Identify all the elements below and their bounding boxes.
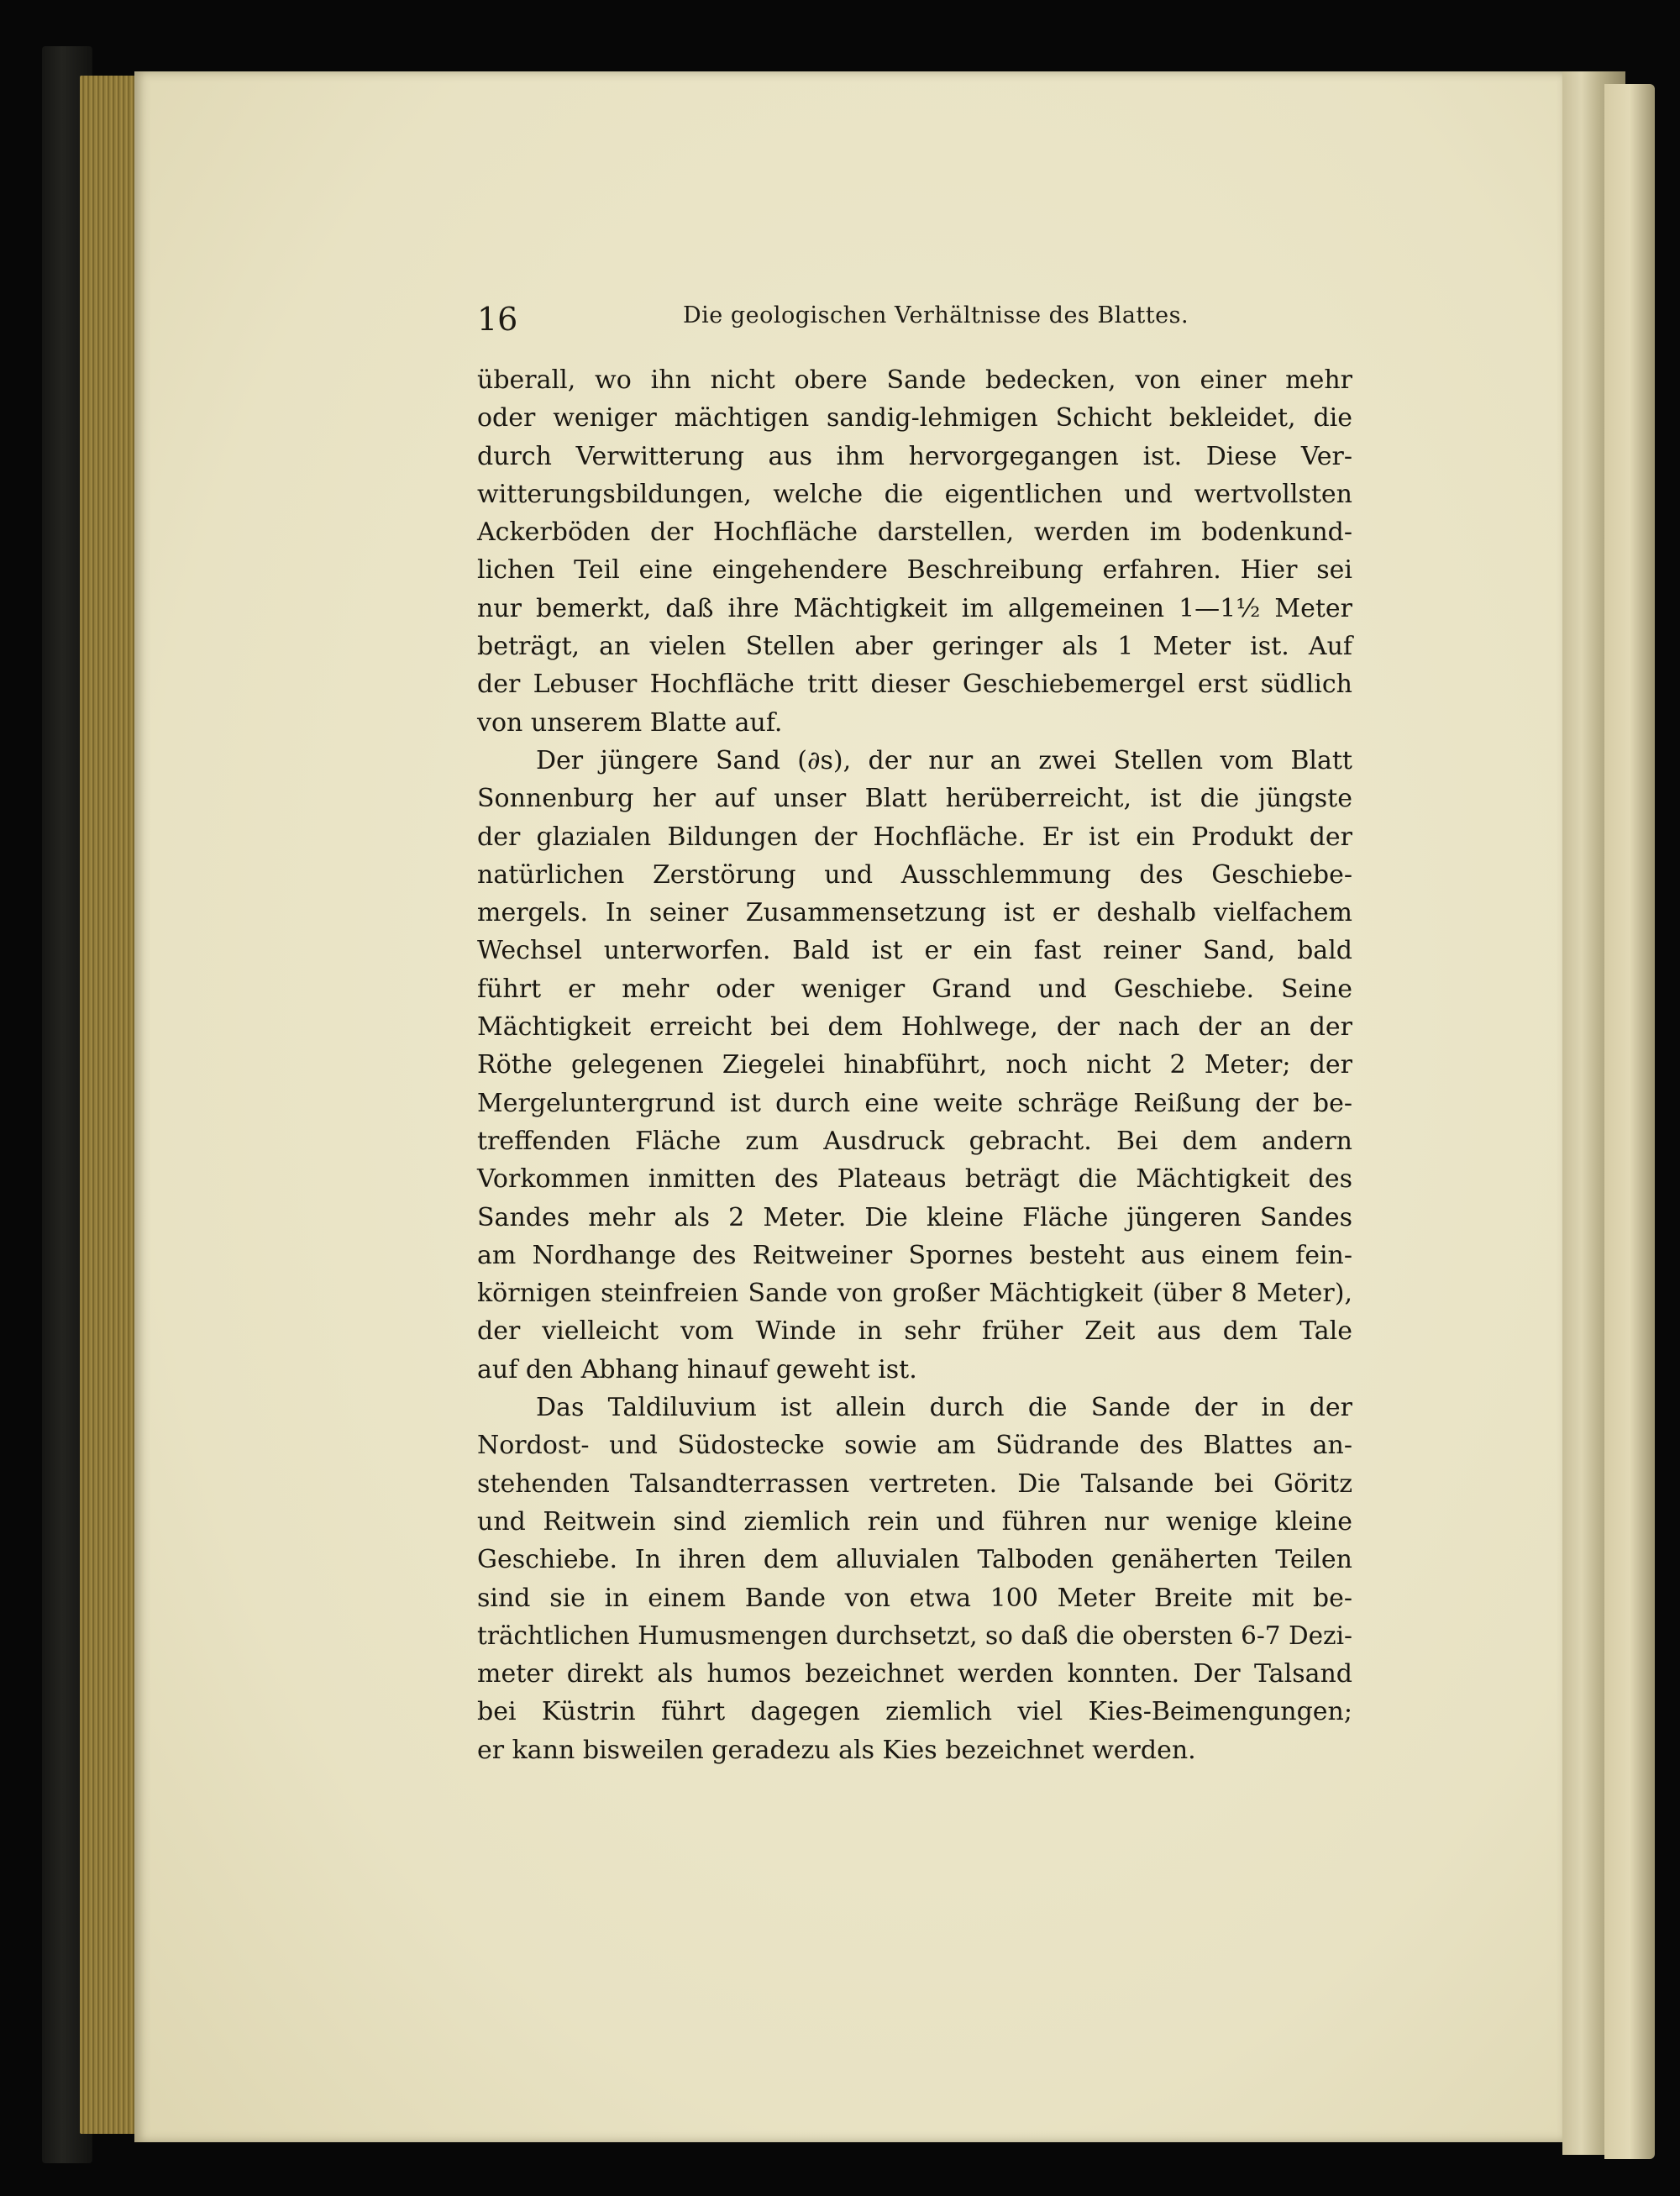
text-line: bei Küstrin führt dagegen ziemlich viel Kies-Beimengungen; <box>477 1697 1352 1727</box>
running-head <box>477 292 1352 343</box>
text-line: Mergeluntergrund ist durch eine weite schräge Reißung der be- <box>477 1088 1352 1118</box>
text-line: Geschiebe. In ihren dem alluvialen Talboden genäherten Teilen <box>477 1545 1352 1575</box>
text-line: Wechsel unterworfen. Bald ist er ein fast reiner Sand, bald <box>477 936 1352 966</box>
text-line: mergels. In seiner Zusammensetzung ist er deshalb vielfachem <box>477 898 1352 928</box>
text-line: Ackerböden der Hochfläche darstellen, werden im bodenkund- <box>477 517 1352 548</box>
text-line: durch Verwitterung aus ihm hervorgegangen ist. Diese Ver- <box>477 441 1352 471</box>
text-line: natürlichen Zerstörung und Ausschlemmung des Geschiebe- <box>477 859 1352 890</box>
page-number: 16 <box>477 301 518 338</box>
text-line: am Nordhange des Reitweiner Spornes besteht aus einem fein- <box>477 1240 1352 1270</box>
text-line: oder weniger mächtigen sandig-lehmigen Schicht bekleidet, die <box>477 403 1352 433</box>
text-line: Sandes mehr als 2 Meter. Die kleine Fläche jüngeren Sandes <box>477 1202 1352 1232</box>
text-line: witterungsbildungen, welche die eigentlichen und wertvollsten <box>477 479 1352 509</box>
text-line: Der jüngere Sand (∂s), der nur an zwei Stellen vom Blatt <box>536 745 1352 775</box>
text-line: beträgt, an vielen Stellen aber geringer als 1 Meter ist. Auf <box>477 632 1352 662</box>
paragraph-3 <box>477 1389 1352 1769</box>
running-title: Die geologischen Verhältnisse des Blattes. <box>683 302 1189 328</box>
text-line: und Reitwein sind ziemlich rein und führen nur wenige kleine <box>477 1506 1352 1537</box>
text-line: Sonnenburg her auf unser Blatt herüberreicht, ist die jüngste <box>477 784 1352 814</box>
text-line: Röthe gelegenen Ziegelei hinabführt, noch nicht 2 Meter; der <box>477 1050 1352 1080</box>
text-line: der glazialen Bildungen der Hochfläche. Er ist ein Produkt der <box>477 822 1352 852</box>
text-line: stehenden Talsandterrassen vertreten. Die Talsande bei Göritz <box>477 1468 1352 1499</box>
text-line: Mächtigkeit erreicht bei dem Hohlwege, der nach der an der <box>477 1012 1352 1043</box>
text-line: der vielleicht vom Winde in sehr früher Zeit aus dem Tale <box>477 1316 1352 1347</box>
text-line: lichen Teil eine eingehendere Beschreibung erfahren. Hier sei <box>477 555 1352 586</box>
text-line: der Lebuser Hochfläche tritt dieser Geschiebemergel erst südlich <box>477 670 1352 700</box>
text-line: sind sie in einem Bande von etwa 100 Meter Breite mit be- <box>477 1583 1352 1613</box>
text-line: Das Taldiluvium ist allein durch die Sande der in der <box>536 1393 1352 1423</box>
right-page-edge <box>1604 84 1655 2159</box>
text-line: überall, wo ihn nicht obere Sande bedecken, von einer mehr <box>477 365 1352 395</box>
text-line: führt er mehr oder weniger Grand und Geschiebe. Seine <box>477 974 1352 1004</box>
paragraph-1 <box>477 361 1352 742</box>
text-line: körnigen steinfreien Sande von großer Mächtigkeit (über 8 Meter), <box>477 1279 1352 1309</box>
text-line: Vorkommen inmitten des Plateaus beträgt die Mächtigkeit des <box>477 1164 1352 1195</box>
text-line: er kann bisweilen geradezu als Kies bezeichnet werden. <box>477 1735 1196 1765</box>
text-line: nur bemerkt, daß ihre Mächtigkeit im allgemeinen 1—1½ Meter <box>477 593 1352 623</box>
text-line: Nordost- und Südostecke sowie am Südrande des Blattes an- <box>477 1431 1352 1461</box>
text-line: trächtlichen Humusmengen durchsetzt, so daß die obersten 6-7 Dezi- <box>477 1621 1352 1650</box>
left-page-edges <box>80 76 143 2134</box>
text-line: meter direkt als humos bezeichnet werden konnten. Der Talsand <box>477 1659 1352 1689</box>
text-line: von unserem Blatte auf. <box>477 707 783 738</box>
body-text <box>477 361 1352 1769</box>
paragraph-2 <box>477 742 1352 1389</box>
text-line: auf den Abhang hinauf geweht ist. <box>477 1354 917 1384</box>
text-line: treffenden Fläche zum Ausdruck gebracht. Bei dem andern <box>477 1126 1352 1156</box>
